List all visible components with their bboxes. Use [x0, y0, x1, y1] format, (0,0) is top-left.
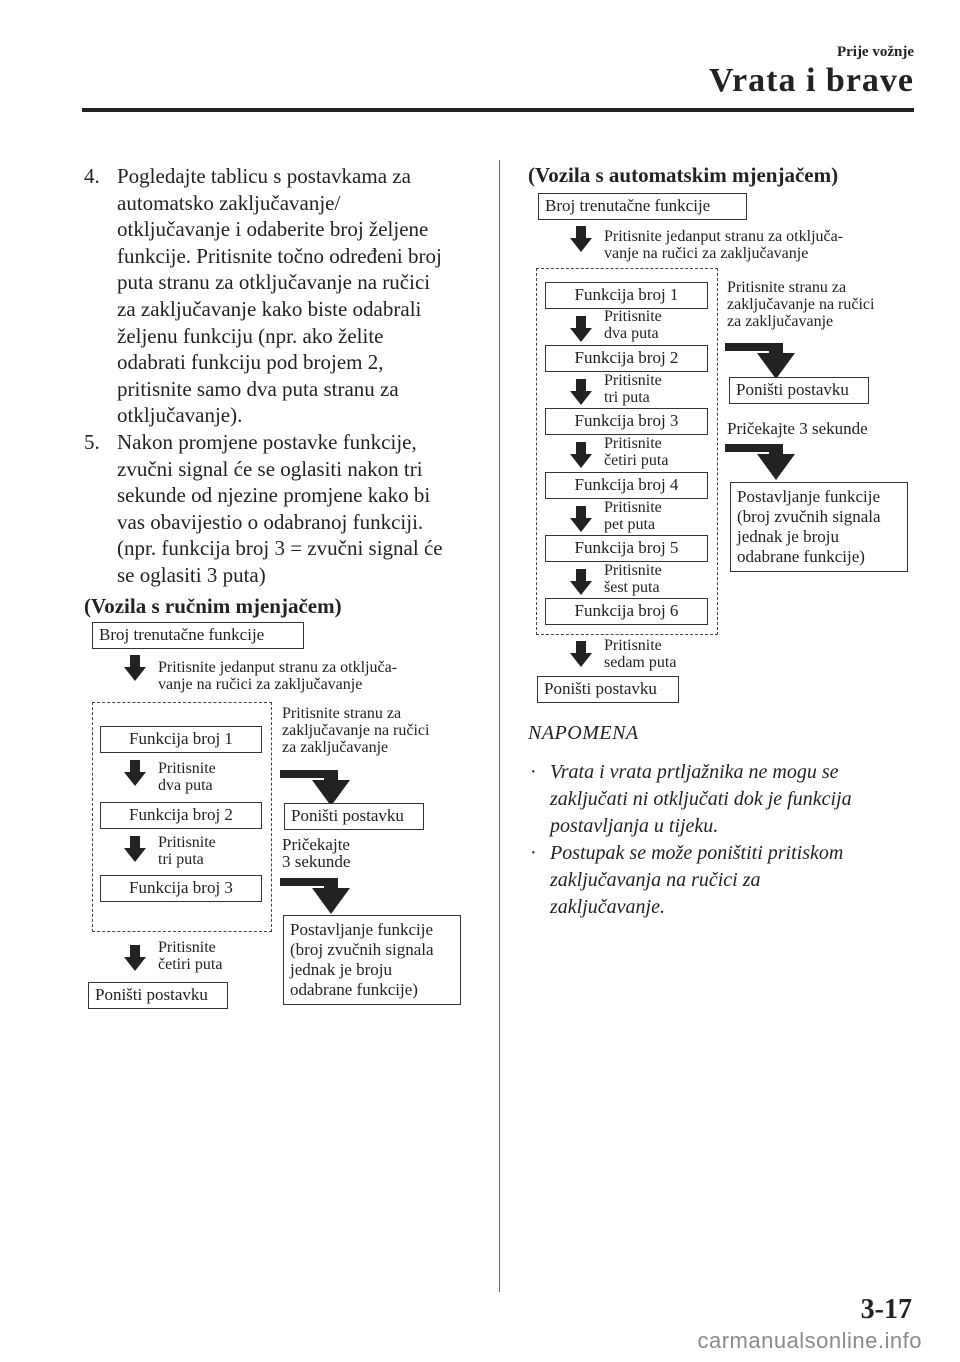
step-number: 5. — [84, 430, 100, 454]
bullet-text — [550, 759, 910, 840]
text-line: tri puta — [158, 851, 204, 868]
text-line: pritisnite samo dva puta stranu za — [117, 376, 399, 401]
text-line: Pritisnite — [604, 435, 662, 452]
text-line: vanje na ručici za zaključavanje — [604, 245, 809, 262]
wait-label: Pričekajte 3 sekunde — [727, 419, 868, 438]
bullet-icon: · — [530, 761, 537, 783]
press-label — [158, 834, 216, 868]
bent-arrow-icon — [280, 872, 358, 914]
bullet-text — [550, 840, 910, 921]
text-line: dva puta — [158, 777, 213, 794]
bent-arrow-icon — [725, 438, 803, 480]
down-arrow-icon — [570, 641, 592, 667]
bullet-icon: · — [530, 842, 537, 864]
text-line: otključavanje). — [117, 403, 243, 428]
text-line: Pritisnite jedanput stranu za otključa- — [604, 228, 844, 245]
text-line: zaključavanje na ručici — [282, 722, 430, 739]
function-box-3: Funkcija broj 3 — [100, 875, 262, 902]
down-arrow-icon — [570, 506, 592, 532]
function-box-5: Funkcija broj 5 — [545, 535, 708, 562]
text-line: tri puta — [604, 389, 650, 406]
down-arrow-icon — [570, 316, 592, 342]
text-line: za zaključavanje — [282, 739, 389, 756]
text-line: vas obavijestio o odabranoj funkciji. — [117, 509, 424, 534]
current-function-box: Broj trenutačne funkcije — [538, 193, 747, 220]
text-line: četiri puta — [158, 956, 223, 973]
text-line: Pričekajte — [282, 835, 350, 854]
text-line: (broj zvučnih signala — [290, 940, 434, 959]
text-line: odabrane funkcije) — [737, 547, 865, 566]
function-box-4: Funkcija broj 4 — [545, 472, 708, 499]
function-box-3: Funkcija broj 3 — [545, 408, 708, 435]
text-line: Postupak se može poništiti pritiskom — [550, 842, 844, 864]
note-title: NAPOMENA — [528, 722, 639, 744]
text-line: Pritisnite — [604, 637, 662, 654]
down-arrow-icon — [124, 945, 146, 971]
cancel-setting-box: Poništi postavku — [729, 377, 869, 404]
bent-arrow-icon — [725, 337, 803, 379]
press-label — [604, 372, 662, 406]
press-label — [604, 308, 662, 342]
text-line: funkcije. Pritisnite točno određeni broj — [117, 243, 442, 268]
step-text — [117, 429, 505, 589]
text-line: Pritisnite — [604, 308, 662, 325]
manual-heading: (Vozila s ručnim mjenjačem) — [84, 594, 342, 618]
text-line: zvučni signal će se oglasiti nakon tri — [117, 456, 423, 481]
cancel-setting-box: Poništi postavku — [284, 803, 424, 830]
text-line: (broj zvučnih signala — [737, 507, 881, 526]
step-4 — [84, 163, 504, 433]
text-line: Vrata i vrata prtljažnika ne mogu se — [550, 761, 839, 783]
text-line: željenu funkciju (npr. ako želite — [117, 323, 384, 348]
note-bullet — [530, 759, 910, 841]
text-line: jednak je broju — [737, 527, 839, 546]
function-box-2: Funkcija broj 2 — [545, 345, 708, 372]
text-line: sedam puta — [604, 654, 677, 671]
text-line: automatsko zaključavanje/ — [117, 190, 341, 215]
current-function-box: Broj trenutačne funkcije — [92, 622, 304, 649]
press-once-label — [604, 228, 843, 262]
automatic-heading: (Vozila s automatskim mjenjačem) — [528, 163, 839, 187]
watermark: carmanualsonline.info — [697, 1328, 922, 1353]
text-line: vanje na ručici za zaključavanje — [158, 676, 363, 693]
page-title: Vrata i brave — [709, 62, 914, 99]
down-arrow-icon — [124, 760, 146, 786]
note-bullet — [530, 840, 910, 922]
text-line: Pritisnite — [158, 760, 216, 777]
press-label — [604, 562, 662, 596]
text-line: Pritisnite — [158, 834, 216, 851]
down-arrow-icon — [570, 442, 592, 468]
text-line: puta stranu za otključavanje na ručici — [117, 270, 431, 295]
text-line: (npr. funkcija broj 3 = zvučni signal će — [117, 536, 443, 561]
wait-label — [282, 836, 350, 870]
text-line: zaključavanje. — [550, 896, 665, 918]
function-box-6: Funkcija broj 6 — [545, 598, 708, 625]
text-line: Pogledajte tablicu s postavkama za — [117, 164, 411, 188]
down-arrow-icon — [570, 569, 592, 595]
step-5 — [84, 429, 504, 594]
lock-press-label — [727, 279, 874, 330]
text-line: dva puta — [604, 325, 659, 342]
text-line: odabrati funkciju pod brojem 2, — [117, 350, 384, 375]
text-line: jednak je broju — [290, 960, 392, 979]
text-line: Pritisnite — [604, 562, 662, 579]
text-line: pet puta — [604, 516, 656, 533]
press-label — [604, 435, 668, 469]
function-setting-box — [283, 915, 461, 1005]
function-box-1: Funkcija broj 1 — [100, 726, 262, 753]
section-label: Prije vožnje — [836, 44, 914, 60]
text-line: Postavljanje funkcije — [737, 487, 881, 506]
text-line: Pritisnite jedanput stranu za otključa- — [158, 659, 398, 676]
text-line: Nakon promjene postavke funkcije, — [117, 430, 417, 454]
text-line: Pritisnite — [604, 499, 662, 516]
text-line: Postavljanje funkcije — [290, 920, 434, 939]
text-line: otključavanje i odaberite broj željene — [117, 217, 429, 242]
press-label — [158, 760, 216, 794]
text-line: Pritisnite — [604, 372, 662, 389]
text-line: sekunde od njezine promjene kako bi — [117, 483, 431, 508]
text-line: četiri puta — [604, 452, 669, 469]
cancel-setting-box: Poništi postavku — [88, 982, 228, 1009]
text-line: šest puta — [604, 579, 660, 596]
text-line: zaključavanja na ručici za — [550, 869, 761, 891]
text-line: 3 sekunde — [282, 852, 351, 871]
press-label — [604, 499, 662, 533]
text-line: za zaključavanje kako biste odabrali — [117, 296, 422, 321]
function-setting-box — [730, 482, 908, 572]
text-line: Pritisnite stranu za — [282, 705, 402, 722]
cancel-setting-box: Poništi postavku — [537, 676, 679, 703]
bent-arrow-icon — [280, 764, 358, 806]
lock-press-label — [282, 705, 429, 756]
function-box-1: Funkcija broj 1 — [545, 282, 708, 309]
down-arrow-icon — [570, 379, 592, 405]
text-line: zaključati ni otključati dok je funkcija — [550, 788, 852, 810]
page-number: 3-17 — [860, 1294, 912, 1325]
down-arrow-icon — [570, 226, 592, 252]
step-number: 4. — [84, 164, 100, 188]
text-line: Pritisnite — [158, 939, 216, 956]
function-box-2: Funkcija broj 2 — [100, 802, 262, 829]
text-line: za zaključavanje — [727, 313, 834, 330]
press-once-label — [158, 659, 397, 693]
text-line: postavljanja u tijeku. — [550, 815, 719, 837]
text-line: se oglasiti 3 puta) — [117, 562, 266, 587]
text-line: odabrane funkcije) — [290, 980, 418, 999]
down-arrow-icon — [124, 655, 146, 681]
press-label — [604, 637, 676, 671]
text-line: zaključavanje na ručici — [727, 296, 875, 313]
header-rule — [82, 108, 914, 112]
down-arrow-icon — [124, 836, 146, 862]
text-line: Pritisnite stranu za — [727, 279, 847, 296]
press-label — [158, 939, 222, 973]
step-text — [117, 163, 505, 429]
